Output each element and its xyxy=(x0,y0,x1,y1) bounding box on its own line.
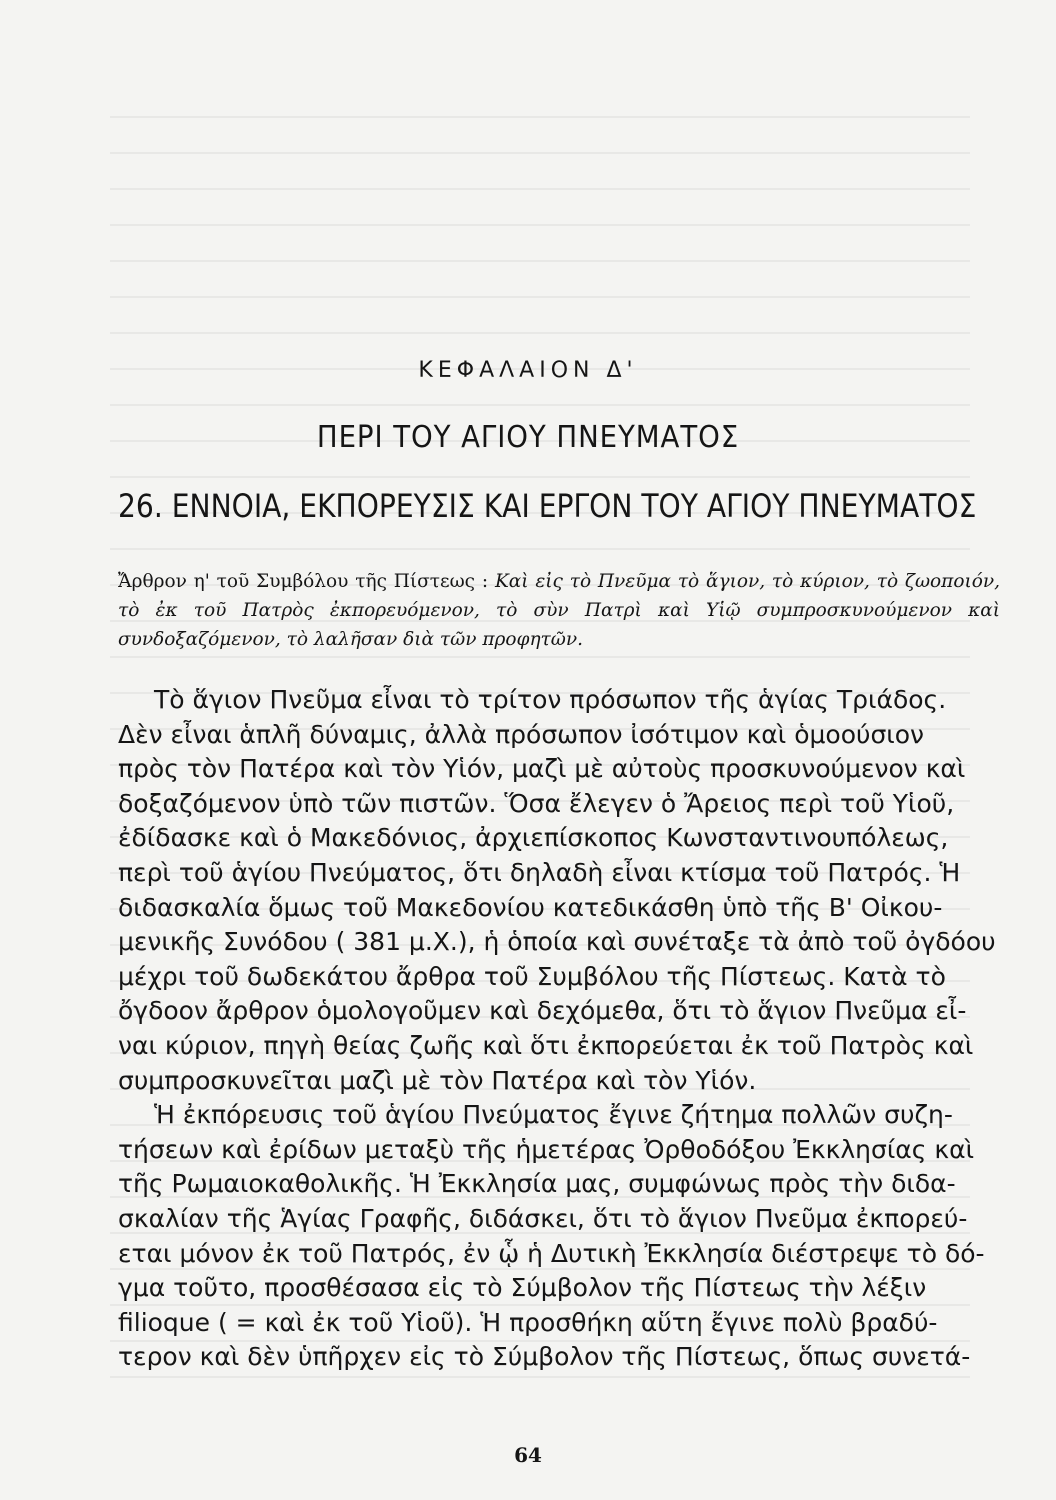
creed-quote-block xyxy=(118,567,1000,654)
chapter-title: ΠΕΡΙ ΤΟΥ ΑΓΙΟΥ ΠΝΕΥΜΑΤΟΣ xyxy=(316,420,740,455)
body-line: τερον καὶ δὲν ὑπῆρχεν εἰς τὸ Σύμβολον τῆς Πίστεως, ὅπως συνετά- xyxy=(118,1342,971,1372)
body-line: τῆς Ρωμαιοκαθολικῆς. Ἡ Ἐκκλησία μας, συμφώνως πρὸς τὴν διδα- xyxy=(118,1169,956,1199)
body-line: ἐδίδασκε καὶ ὁ Μακεδόνιος, ἀρχιεπίσκοπος Κωνσταντινουπόλεως, xyxy=(118,823,949,853)
creed-article-label: Ἄρθρον η' τοῦ Συμβόλου τῆς Πίστεως : xyxy=(118,571,489,592)
body-text xyxy=(118,683,1000,1375)
page-number: 64 xyxy=(514,1443,542,1467)
section-heading: 26. ΕΝΝΟΙΑ, ΕΚΠΟΡΕΥΣΙΣ ΚΑΙ ΕΡΓΟΝ ΤΟΥ ΑΓΙΟΥ ΠΝΕΥΜΑΤΟΣ xyxy=(118,487,977,525)
chapter-label: ΚΕΦΑΛΑΙΟΝ Δ' xyxy=(418,358,638,383)
body-line: Ἡ ἐκπόρευσις τοῦ ἁγίου Πνεύματος ἔγινε ζήτημα πολλῶν συζη- xyxy=(154,1100,953,1130)
body-line: ναι κύριον, πηγὴ θείας ζωῆς καὶ ὅτι ἐκπορεύεται ἐκ τοῦ Πατρὸς καὶ xyxy=(118,1030,974,1060)
body-line: περὶ τοῦ ἁγίου Πνεύματος, ὅτι δηλαδὴ εἶναι κτίσμα τοῦ Πατρός. Ἡ xyxy=(118,857,961,887)
creed-text: Καὶ εἰς τὸ Πνεῦμα τὸ ἅγιον, τὸ κύριον, τὸ ζωοποιόν, τὸ ἐκ τοῦ Πατρὸς ἐκπορευόμενον, τὸ σὺν Πατρὶ καὶ Υἱῷ συμπροσκυνούμενον καὶ συνδοξαζόμενον, τὸ λαλῆσαν διὰ τῶν προφητῶν. xyxy=(118,571,1000,650)
body-line: εται μόνον ἐκ τοῦ Πατρός, ἐν ᾧ ἡ Δυτικὴ Ἐκκλησία διέστρεψε τὸ δό- xyxy=(118,1238,985,1268)
body-line: τήσεων καὶ ἐρίδων μεταξὺ τῆς ἡμετέρας Ὀρθοδόξου Ἐκκλησίας καὶ xyxy=(118,1134,975,1164)
body-line: διδασκαλία ὅμως τοῦ Μακεδονίου κατεδικάσθη ὑπὸ τῆς Β' Οἰκου- xyxy=(118,892,943,922)
body-line: ὄγδοον ἄρθρον ὁμολογοῦμεν καὶ δεχόμεθα, ὅτι τὸ ἅγιον Πνεῦμα εἶ- xyxy=(118,996,967,1026)
body-line: πρὸς τὸν Πατέρα καὶ τὸν Υἱόν, μαζὶ μὲ αὐτοὺς προσκυνούμενον καὶ xyxy=(118,754,966,784)
body-line: μέχρι τοῦ δωδεκάτου ἄρθρα τοῦ Συμβόλου τῆς Πίστεως. Κατὰ τὸ xyxy=(118,961,946,991)
body-line: Τὸ ἅγιον Πνεῦμα εἶναι τὸ τρίτον πρόσωπον τῆς ἁγίας Τριάδος. xyxy=(154,685,947,714)
body-line: σκαλίαν τῆς Ἁγίας Γραφῆς, διδάσκει, ὅτι τὸ ἅγιον Πνεῦμα ἐκπορεύ- xyxy=(118,1203,968,1233)
body-line: γμα τοῦτο, προσθέσασα εἰς τὸ Σύμβολον τῆς Πίστεως τὴν λέξιν xyxy=(118,1273,927,1303)
body-line: δοξαζόμενον ὑπὸ τῶν πιστῶν. Ὅσα ἔλεγεν ὁ Ἄρειος περὶ τοῦ Υἱοῦ, xyxy=(118,788,955,818)
body-line: Δὲν εἶναι ἁπλῆ δύναμις, ἀλλὰ πρόσωπον ἰσότιμον καὶ ὁμοούσιον xyxy=(118,719,925,749)
body-line: filioque ( = καὶ ἐκ τοῦ Υἱοῦ). Ἡ προσθήκη αὕτη ἔγινε πολὺ βραδύ- xyxy=(118,1307,938,1337)
body-line: μενικῆς Συνόδου ( 381 μ.Χ.), ἡ ὁποία καὶ συνέταξε τὰ ἀπὸ τοῦ ὀγδόου xyxy=(118,927,996,957)
body-line: συμπροσκυνεῖται μαζὶ μὲ τὸν Πατέρα καὶ τὸν Υἱόν. xyxy=(118,1065,757,1095)
